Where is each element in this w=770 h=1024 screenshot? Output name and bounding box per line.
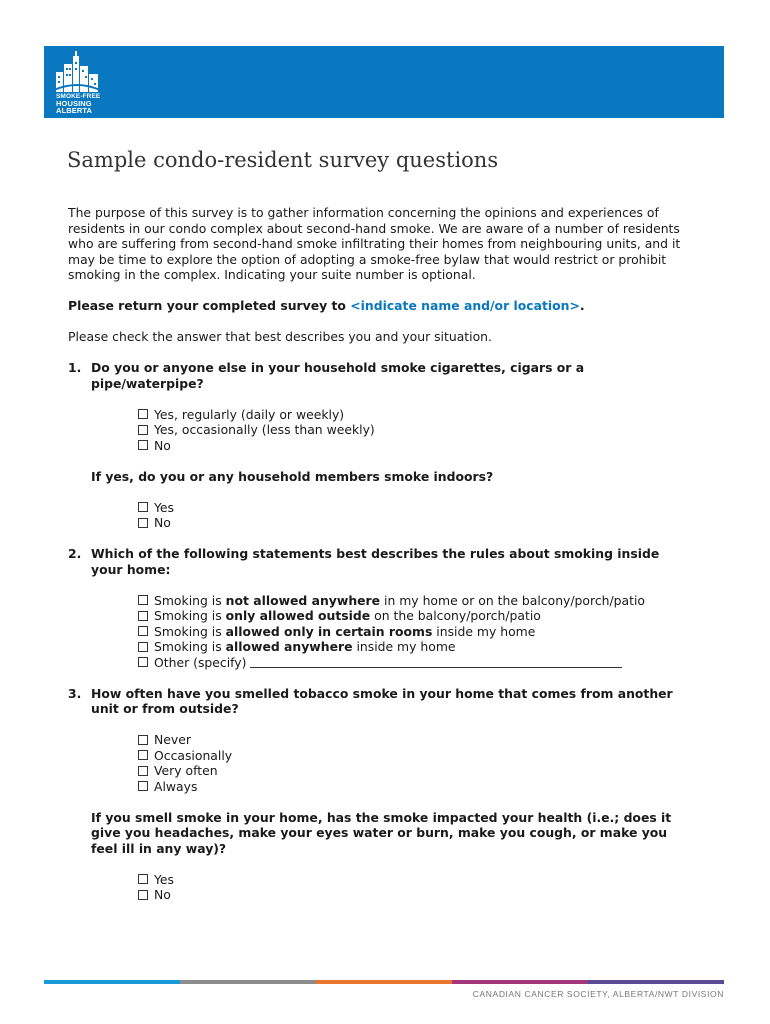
- return-suffix: .: [579, 298, 585, 313]
- question-1-followup: If yes, do you or any household members smoke indoors?: [91, 468, 494, 484]
- checkbox[interactable]: [138, 425, 148, 435]
- question-text: Which of the following statements best describes the rules about smoking inside your home:: [91, 546, 660, 577]
- checkbox[interactable]: [138, 642, 148, 652]
- logo-line: SMOKE-FREE: [56, 93, 101, 100]
- question-number: 2.: [68, 546, 82, 561]
- option-label: Other (specify): [154, 654, 247, 670]
- return-prefix: Please return your completed survey to: [68, 298, 351, 313]
- footer-bar-segment: [180, 980, 316, 984]
- option-label: Smoking is: [154, 592, 226, 608]
- option-label: Smoking is: [154, 639, 226, 654]
- checkbox[interactable]: [138, 502, 148, 512]
- checkbox[interactable]: [138, 874, 148, 884]
- footer-bar-segment: [316, 980, 452, 984]
- option-label: Smoking is: [154, 608, 226, 623]
- option[interactable]: [138, 500, 688, 516]
- option[interactable]: [138, 779, 688, 795]
- option-label: Yes: [154, 499, 175, 515]
- option-label: No: [154, 887, 171, 902]
- option-label: on the balcony/porch/patio: [370, 608, 541, 623]
- question-3-followup-options: [138, 872, 688, 903]
- question-2: [68, 546, 688, 577]
- footer-bar-segment: [44, 980, 180, 984]
- checkbox[interactable]: [138, 518, 148, 528]
- option[interactable]: [138, 763, 688, 779]
- option-label: Yes: [154, 871, 175, 887]
- question-2-options: [138, 593, 688, 671]
- option-label: Always: [154, 778, 198, 794]
- option[interactable]: [138, 438, 688, 454]
- return-placeholder: <indicate name and/or location>: [350, 298, 580, 313]
- option-label: Yes, regularly (daily or weekly): [154, 406, 345, 422]
- option[interactable]: [138, 639, 688, 655]
- question-3-followup: If you smell smoke in your home, has the smoke impacted your health (i.e.; does it give you headaches, make your eyes water or burn, make you cough, or make you feel ill in any way)?: [91, 809, 672, 856]
- checkbox[interactable]: [138, 440, 148, 450]
- checkbox[interactable]: [138, 890, 148, 900]
- option-emphasis: allowed anywhere: [225, 639, 353, 654]
- option[interactable]: [138, 593, 688, 609]
- checkbox[interactable]: [138, 595, 148, 605]
- option[interactable]: [138, 422, 688, 438]
- option-label: Never: [154, 732, 191, 747]
- option[interactable]: [138, 887, 688, 903]
- header-banner: [44, 46, 724, 118]
- footer-bar-segment: [452, 980, 588, 984]
- option[interactable]: [138, 608, 688, 624]
- checkbox[interactable]: [138, 781, 148, 791]
- question-3: [68, 686, 688, 717]
- question-text: Do you or anyone else in your household smoke cigarettes, cigars or a pipe/waterpipe?: [91, 360, 585, 391]
- question-text: How often have you smelled tobacco smoke in your home that comes from another unit or from outside?: [91, 685, 673, 716]
- page-title: Sample condo-resident survey questions: [67, 148, 499, 172]
- option-label: Occasionally: [154, 747, 233, 763]
- option[interactable]: [138, 624, 688, 640]
- logo-line: HOUSING: [56, 99, 92, 108]
- option[interactable]: [138, 407, 688, 423]
- logo-text: [56, 93, 100, 114]
- checkbox[interactable]: [138, 409, 148, 419]
- option[interactable]: [138, 748, 688, 764]
- specify-input[interactable]: [250, 656, 622, 668]
- option-emphasis: not allowed anywhere: [225, 592, 381, 608]
- question-number: 3.: [68, 685, 82, 701]
- checkbox[interactable]: [138, 750, 148, 760]
- checkbox[interactable]: [138, 611, 148, 621]
- question-1-options: [138, 407, 688, 454]
- option[interactable]: [138, 515, 688, 531]
- intro-paragraph: The purpose of this survey is to gather information concerning the opinions and experiences of residents in our condo complex about second-hand smoke. We are aware of a number of residents who are suffering from second-hand smoke infiltrating their homes from neighbouring units, and it may be time to explore the option of adopting a smoke-free bylaw that would restrict or prohibit smoking in the complex. Indicating your suite number is optional.: [68, 205, 681, 282]
- question-1-followup-options: [138, 500, 688, 531]
- footer-color-bar: [44, 980, 724, 984]
- question-3-options: [138, 732, 688, 794]
- option-label: Yes, occasionally (less than weekly): [154, 422, 375, 437]
- logo-line: ALBERTA: [56, 106, 92, 115]
- option-label: inside my home: [352, 639, 456, 654]
- survey-content: [68, 205, 688, 918]
- option-label: Smoking is: [154, 623, 226, 639]
- option-emphasis: only allowed outside: [225, 608, 371, 623]
- checkbox[interactable]: [138, 626, 148, 636]
- option-label: Very often: [154, 763, 218, 778]
- option-other[interactable]: [138, 655, 688, 671]
- question-1: [68, 360, 688, 391]
- option-label: in my home or on the balcony/porch/patio: [380, 592, 646, 608]
- option[interactable]: [138, 872, 688, 888]
- checkbox[interactable]: [138, 657, 148, 667]
- return-instructions: [68, 298, 688, 314]
- option-emphasis: allowed only in certain rooms: [225, 623, 433, 639]
- option-label: No: [154, 437, 171, 453]
- question-number: 1.: [68, 360, 82, 375]
- option-label: inside my home: [432, 623, 536, 639]
- check-instructions: Please check the answer that best describes you and your situation.: [68, 329, 492, 344]
- footer-bar-segment: [588, 980, 724, 984]
- option[interactable]: [138, 732, 688, 748]
- checkbox[interactable]: [138, 735, 148, 745]
- checkbox[interactable]: [138, 766, 148, 776]
- footer-text: CANADIAN CANCER SOCIETY, ALBERTA/NWT DIVISION: [472, 989, 724, 999]
- option-label: No: [154, 515, 171, 530]
